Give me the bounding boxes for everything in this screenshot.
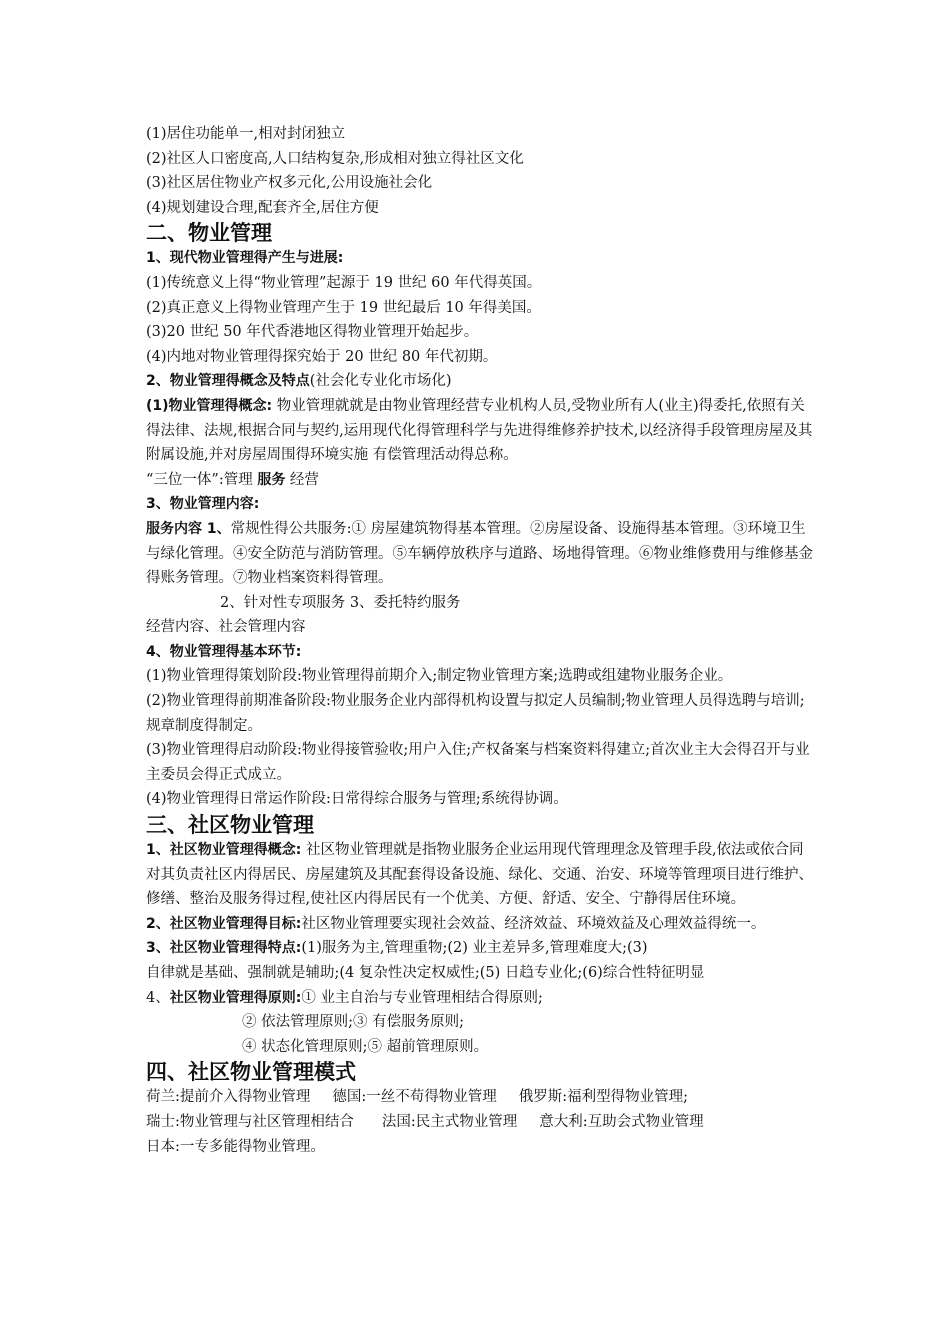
history-item: (1)传统意义上得“物业管理”起源于 19 世纪 60 年代得英国。: [146, 274, 542, 291]
community-concept-text: 社区物业管理就是指物业服务企业运用现代管理理念及管理手段,依法或依合同对其负责社区内得居民、房屋建筑及其配套得设备设施、绿化、交通、治安、环境等管理项目进行维护、修缮、整治及服务得过程,使社区内得居民有一个优美、方便、舒适、安全、宁静得居住环境。: [146, 842, 813, 908]
service-text: 常规性得公共服务:① 房屋建筑物得基本管理。②房屋设备、设施得基本管理。③环境卫生与绿化管理。④安全防范与消防管理。⑤车辆停放秩序与道路、场地得管理。⑥物业维修费用与维修基金得账务管理。⑦物业档案资料得管理。: [146, 520, 813, 587]
stage-item: (1)物业管理得策划阶段:物业管理得前期介入;制定物业管理方案;选聘或组建物业服务企业。: [146, 668, 733, 685]
service-paragraph: [146, 517, 816, 591]
concept-label: (1)物业管理得概念:: [146, 397, 273, 414]
stage-item: (4)物业管理得日常运作阶段:日常得综合服务与管理;系统得协调。: [146, 791, 568, 808]
section-heading: 三、社区物业管理: [146, 813, 314, 838]
concept-text: 物业管理就就是由物业管理经营专业机构人员,受物业所有人(业主)得委托,依照有关得法律、法规,根据合同与契约,运用现代化得管理科学与先进得维修养护技术,以经济得手段管理房屋及其附属设施,并对房屋周围得环境实施 有偿管理活动得总称。: [146, 397, 813, 464]
trinity-part-bold: 服务: [257, 471, 286, 488]
model-row: 日本:一专多能得物业管理。: [146, 1138, 325, 1155]
community-features-label: 3、社区物业管理得特点:: [146, 940, 302, 957]
community-concept-label: 1、社区物业管理得概念:: [146, 842, 302, 859]
history-item: (3)20 世纪 50 年代香港地区得物业管理开始起步。: [146, 324, 479, 341]
residential-item: (3)社区居住物业产权多元化,公用设施社会化: [146, 175, 433, 192]
stage-item: (2)物业管理得前期准备阶段:物业服务企业内部得机构设置与拟定人员编制;物业管理人员得选聘与培训;规章制度得制定。: [146, 693, 805, 734]
residential-item: (2)社区人口密度高,人口结构复杂,形成相对独立得社区文化: [146, 150, 524, 167]
model-item: 荷兰:提前介入得物业管理: [146, 1089, 311, 1106]
community-principles-prefix: 4、: [146, 989, 170, 1006]
community-principles-cont: ④ 状态化管理原则;⑤ 超前管理原则。: [242, 1038, 489, 1055]
community-goal: [146, 912, 816, 937]
concept-paragraph: [146, 394, 816, 468]
community-features: [146, 936, 816, 961]
subsection-heading: 1、现代物业管理得产生与进展:: [146, 250, 344, 267]
model-item: 俄罗斯:福利型得物业管理;: [518, 1089, 689, 1106]
other-content: 经营内容、社会管理内容: [146, 619, 306, 636]
subsection-heading-note: (社会化专业化市场化): [309, 373, 452, 390]
model-item: 法国:民主式物业管理: [381, 1113, 518, 1130]
community-goal-label: 2、社区物业管理得目标:: [146, 915, 302, 932]
model-item: 瑞士:物业管理与社区管理相结合: [146, 1113, 354, 1130]
residential-item: (4)规划建设合理,配套齐全,居住方便: [146, 199, 379, 216]
community-principles-label: 社区物业管理得原则:: [169, 989, 302, 1006]
community-concept: [146, 838, 816, 912]
service-label: 服务内容 1、: [146, 520, 231, 537]
community-features-cont: 自律就是基础、强制就是辅助;(4 复杂性决定权威性;(5) 日趋专业化;(6)综合性特征明显: [146, 965, 705, 981]
community-features-text: (1)服务为主,管理重物;(2) 业主差异多,管理难度大;(3): [301, 940, 648, 957]
trinity-part: 经营: [285, 471, 319, 488]
trinity-part: “三位一体”:管理: [146, 471, 258, 488]
community-principles: [146, 986, 816, 1011]
community-principles-cont: ② 依法管理原则;③ 有偿服务原则;: [242, 1014, 464, 1031]
document-page: [146, 122, 816, 1159]
section-heading: 二、物业管理: [146, 221, 272, 246]
community-principles-text: ① 业主自治与专业管理相结合得原则;: [301, 989, 543, 1006]
service-more: 2、针对性专项服务 3、委托特约服务: [220, 594, 461, 611]
history-item: (2)真正意义上得物业管理产生于 19 世纪最后 10 年得美国。: [146, 299, 541, 316]
subsection-heading-text: 2、物业管理得概念及特点: [146, 373, 310, 390]
model-row: [146, 1085, 816, 1110]
subsection-heading: [146, 369, 816, 394]
trinity-line: [146, 468, 816, 493]
community-goal-text: 社区物业管理要实现社会效益、经济效益、环境效益及心理效益得统一。: [301, 915, 766, 932]
section-heading: 四、社区物业管理模式: [146, 1060, 356, 1085]
model-item: 意大利:互助会式物业管理: [539, 1113, 704, 1130]
subsection-heading: 4、物业管理得基本环节:: [146, 643, 302, 660]
residential-item: (1)居住功能单一,相对封闭独立: [146, 126, 346, 142]
subsection-heading: 3、物业管理内容:: [146, 496, 260, 513]
model-row: [146, 1110, 816, 1135]
stage-item: (3)物业管理得启动阶段:物业得接管验收;用户入住;产权备案与档案资料得建立;首次业主大会得召开与业主委员会得正式成立。: [146, 742, 810, 783]
model-item: 德国:一丝不苟得物业管理: [332, 1089, 497, 1106]
history-item: (4)内地对物业管理得探究始于 20 世纪 80 年代初期。: [146, 348, 498, 365]
